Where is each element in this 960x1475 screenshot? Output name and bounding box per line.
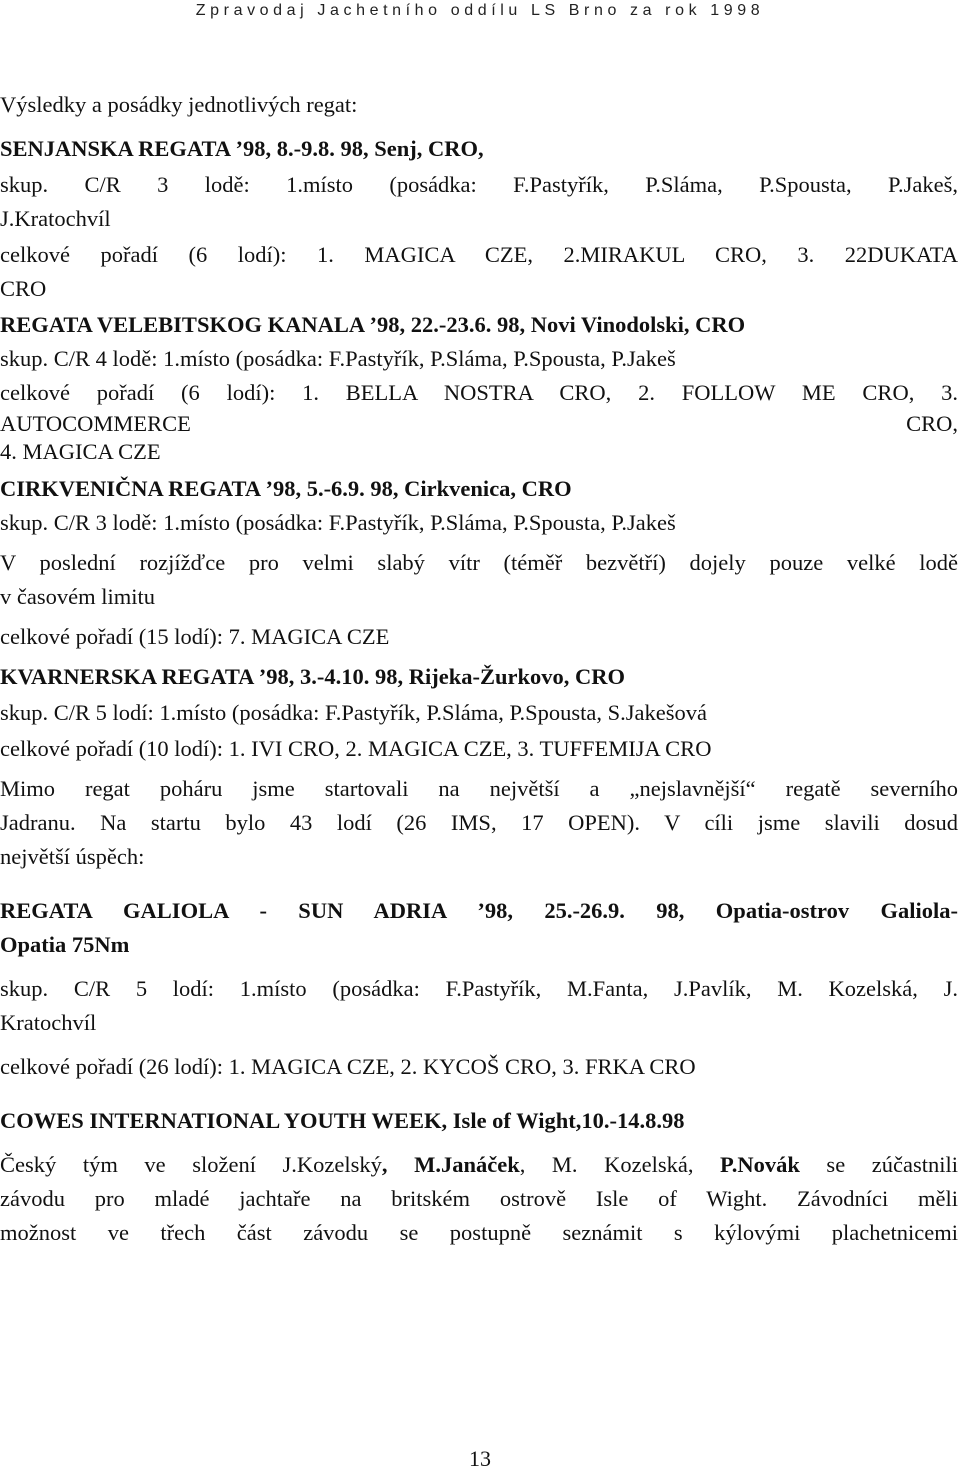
crew-line-galiola-cont: Kratochvíl (0, 1010, 97, 1035)
text-fragment: Český tým ve složení J.Kozelský (0, 1152, 382, 1177)
overall-line-galiola: celkové pořadí (26 lodí): 1. MAGICA CZE, 2. KYCOŠ CRO, 3. FRKA CRO (0, 1054, 696, 1079)
text-line-cowes-cont: závodu pro mladé jachtaře na britském ostrově Isle of Wight. Závodníci měli (0, 1186, 958, 1211)
running-header: Zpravodaj Jachetního oddílu LS Brno za rok 1998 (195, 2, 765, 19)
crew-line-senj: skup. C/R 3 lodě: 1.místo (posádka: F.Pastyřík, P.Sláma, P.Spousta, P.Jakeš, (0, 172, 958, 197)
crew-line-cirkvenica: skup. C/R 3 lodě: 1.místo (posádka: F.Pastyřík, P.Sláma, P.Spousta, P.Jakeš (0, 510, 676, 535)
text-fragment-bold: P.Novák (720, 1152, 800, 1177)
text-fragment: , M. Kozelská, (519, 1152, 721, 1177)
overall-line-cirkvenica: celkové pořadí (15 lodí): 7. MAGICA CZE (0, 624, 390, 649)
overall-line-senj: celkové pořadí (6 lodí): 1. MAGICA CZE, 2.MIRAKUL CRO, 3. 22DUKATA (0, 242, 958, 267)
regatta-title-senj: SENJANSKA REGATA ’98, 8.-9.8. 98, Senj, CRO, (0, 136, 484, 161)
overall-line-velebit: celkové pořadí (6 lodí): 1. BELLA NOSTRA CRO, 2. FOLLOW ME CRO, 3. (0, 380, 958, 405)
regatta-title-velebit: REGATA VELEBITSKOG KANALA ’98, 22.-23.6. 98, Novi Vinodolski, CRO (0, 312, 746, 337)
note-line-cirkvenica-cont: v časovém limitu (0, 584, 155, 609)
regatta-title-galiola-cont: Opatia 75Nm (0, 932, 130, 957)
text-line-cowes-end: možnost ve třech část závodu se postupně seznámit s kýlovými plachetnicemi (0, 1220, 958, 1245)
text-fragment-bold: , M.Janáček (381, 1152, 520, 1177)
note-line-cirkvenica: V poslední rozjížďce pro velmi slabý vítr (téměř bezvětří) dojely pouze velké lodě (0, 550, 958, 575)
intro-line: Výsledky a posádky jednotlivých regat: (0, 92, 358, 117)
overall-line-velebit-cont: AUTOCOMMERCE CRO, (0, 411, 958, 436)
note-line-kvarnerska: Mimo regat poháru jsme startovali na největší a „nejslavnější“ regatě severního (0, 776, 958, 801)
text-line-cowes (0, 1148, 958, 1182)
overall-line-senj-cont: CRO (0, 276, 47, 301)
overall-line-kvarnerska: celkové pořadí (10 lodí): 1. IVI CRO, 2. MAGICA CZE, 3. TUFFEMIJA CRO (0, 736, 712, 761)
regatta-title-kvarnerska: KVARNERSKA REGATA ’98, 3.-4.10. 98, Rijeka-Žurkovo, CRO (0, 664, 626, 689)
crew-line-galiola: skup. C/R 5 lodí: 1.místo (posádka: F.Pastyřík, M.Fanta, J.Pavlík, M. Kozelská, J. (0, 976, 958, 1001)
note-line-kvarnerska-cont: Jadranu. Na startu bylo 43 lodí (26 IMS, 17 OPEN). V cíli jsme slavili dosud (0, 810, 958, 835)
crew-line-senj-cont: J.Kratochvíl (0, 206, 111, 231)
text-fragment: se zúčastnili (799, 1152, 958, 1177)
note-line-kvarnerska-end: největší úspěch: (0, 844, 145, 869)
crew-line-velebit: skup. C/R 4 lodě: 1.místo (posádka: F.Pastyřík, P.Sláma, P.Spousta, P.Jakeš (0, 346, 676, 371)
overall-line-velebit-end: 4. MAGICA CZE (0, 439, 161, 464)
page-number: 13 (469, 1446, 491, 1471)
page-content (0, 88, 958, 1250)
regatta-title-galiola: REGATA GALIOLA - SUN ADRIA ’98, 25.-26.9. 98, Opatia-ostrov Galiola- (0, 898, 958, 923)
event-title-cowes: COWES INTERNATIONAL YOUTH WEEK, Isle of Wight,10.-14.8.98 (0, 1108, 685, 1133)
crew-line-kvarnerska: skup. C/R 5 lodí: 1.místo (posádka: F.Pastyřík, P.Sláma, P.Spousta, S.Jakešová (0, 700, 707, 725)
regatta-title-cirkvenica: CIRKVENIČNA REGATA ’98, 5.-6.9. 98, Cirkvenica, CRO (0, 476, 572, 501)
